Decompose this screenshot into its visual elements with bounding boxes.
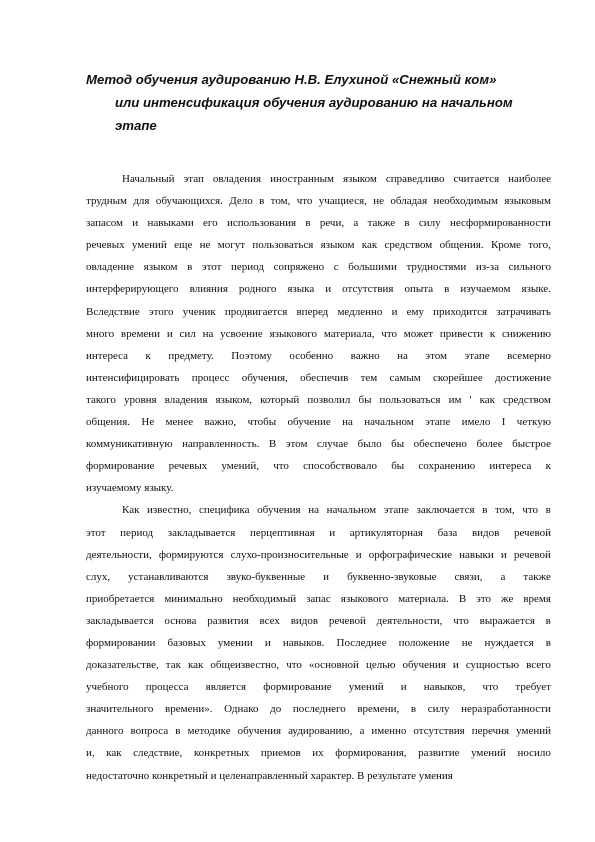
text-line: Как известно, специфика обучения на начальном этапе заключается в том, что в bbox=[122, 504, 551, 517]
text-line: трудным для обучающихся. Дело в том, что учащиеся, не обладая необходимым языковым bbox=[86, 195, 551, 208]
text-line: деятельности, формируются слухо-произносительные и орфографические навыки и речевой bbox=[86, 548, 551, 561]
text-line: интереса к предмету. Поэтому особенно важно на этом этапе всемерно bbox=[86, 349, 551, 362]
text-line: Вследствие этого ученик продвигается вперед медленно и ему приходится затрачивать bbox=[86, 305, 551, 318]
text-line: и, как следствие, конкретных приемов их формирования, развитие умений носило bbox=[86, 747, 551, 760]
title-line-1: Метод обучения аудированию Н.В. Елухиной «Снежный ком» bbox=[86, 72, 497, 87]
text-line: Начальный этап овладения иностранным языком справедливо считается наиболее bbox=[122, 173, 551, 185]
text-line: такого уровня владения языком, который позволил бы пользоваться им ' как средством bbox=[86, 393, 551, 406]
title-line-2: или интенсификация обучения аудированию на начальном bbox=[115, 95, 513, 110]
text-line: недостаточно конкретный и целенаправленный характер. В результате умения bbox=[86, 769, 453, 782]
text-line: коммуникативную направленность. В этом случае было бы обеспечено более быстрое bbox=[86, 438, 551, 451]
text-line: учебного процесса является формирование умений и навыков, что требует bbox=[86, 681, 551, 694]
text-line: речевых умений еще не могут пользоваться языком как средством общения. Кроме того, bbox=[86, 239, 551, 252]
document-title bbox=[86, 68, 546, 137]
text-line: много времени и сил на усвоение языкового материала, что может привести к снижению bbox=[86, 327, 551, 340]
text-line: интенсифицировать процесс обучения, обеспечив тем самым скорейшее достижение bbox=[86, 371, 551, 384]
text-line: доказательстве, так как общеизвестно, что «основной целью обучения и сущностью всего bbox=[86, 659, 551, 672]
document-body bbox=[86, 168, 551, 787]
text-line: овладение языком в этот период сопряжено с большими трудностями из-за сильного bbox=[86, 261, 551, 274]
text-line: слух, устанавливаются звуко-буквенные и буквенно-звуковые связи, а также bbox=[86, 570, 551, 583]
text-line: закладывается основа развития всех видов речевой деятельности, что выражается в bbox=[86, 614, 551, 627]
text-line: изучаемому языку. bbox=[86, 482, 174, 495]
text-line: приобретается минимально необходимый запас языкового материала. В это же время bbox=[86, 592, 551, 605]
paragraph bbox=[86, 499, 551, 786]
text-line: запасом и навыками его использования в речи, а также в силу несформированности bbox=[86, 217, 551, 230]
text-line: интерферирующего влияния родного языка и отсутствия опыта в изучаемом языке. bbox=[86, 283, 551, 296]
text-line: данного вопроса в методике обучения аудированию, а именно отсутствия перечня умений bbox=[86, 725, 551, 738]
text-line: значительного времени». Однако до последнего времени, в силу неразработанности bbox=[86, 703, 551, 716]
title-line-3: этапе bbox=[115, 118, 157, 133]
text-line: формировании базовых умении и навыков. Последнее положение не нуждается в bbox=[86, 636, 551, 649]
paragraph bbox=[86, 168, 551, 499]
text-line: общения. Не менее важно, чтобы обучение на начальном этапе имело I четкую bbox=[86, 416, 551, 429]
text-line: формирование речевых умений, что способствовало бы сохранению интереса к bbox=[86, 460, 551, 473]
text-line: этот период закладывается перцептивная и артикуляторная база видов речевой bbox=[86, 526, 551, 539]
